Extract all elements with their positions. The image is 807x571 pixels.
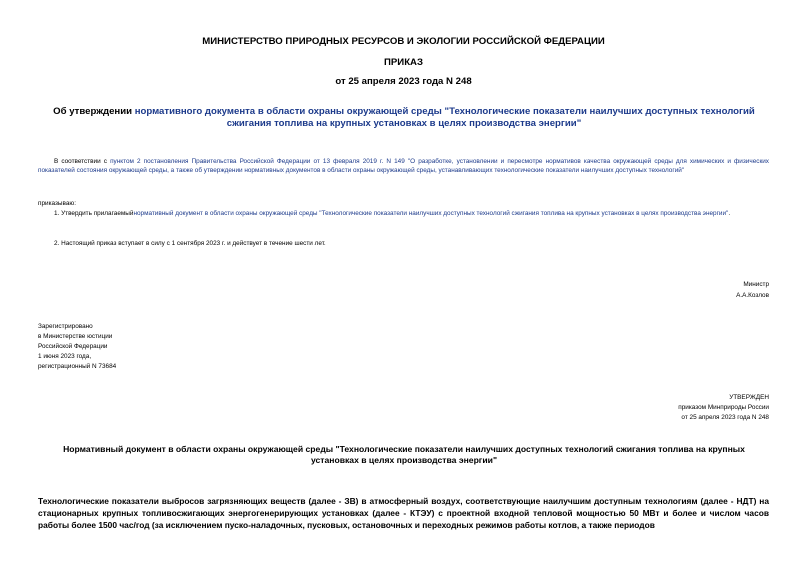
doc-type-heading: ПРИКАЗ	[384, 57, 423, 68]
registration-line-4: 1 июня 2023 года,	[38, 353, 92, 360]
order-title-prefix: Об утверждении	[53, 106, 135, 117]
signature-name: А.А.Козлов	[736, 292, 769, 299]
item-1-suffix: .	[728, 210, 731, 217]
item-2-paragraph: 2. Настоящий приказ вступает в силу с 1 сентября 2023 г. и действует в течение шести лет.	[54, 240, 326, 247]
registration-line-5: регистрационный N 73684	[38, 363, 117, 370]
preamble-prefix: В соответствии с	[54, 158, 111, 165]
order-title-link[interactable]: нормативного документа в области охраны окружающей среды "Технологические показатели наилучших доступных технологий сжигания топлива на крупных установках в целях производства энергии"	[134, 106, 755, 129]
registration-block	[38, 322, 288, 372]
preamble-link[interactable]: пунктом 2 постановления Правительства Российской Федерации от 13 февраля 2019 г. N 149 "О разработке, установлении и пересмотре нормативов качества окружающей среды для химических и физических показателей состояния окружающей среды, а также об утверждении нормативных документов в области охраны окружающей среды, устанавливающих технологические показатели наилучших доступных технологий"	[38, 158, 770, 174]
normative-doc-title: Нормативный документ в области охраны окружающей среды "Технологические показатели наилучших доступных технологий сжигания топлива на крупных установках в целях производства энергии"	[63, 444, 745, 465]
approval-line-2: приказом Минприроды России	[678, 404, 769, 411]
preamble-paragraph	[38, 157, 769, 175]
ministry-heading: МИНИСТЕРСТВО ПРИРОДНЫХ РЕСУРСОВ И ЭКОЛОГИИ РОССИЙСКОЙ ФЕДЕРАЦИИ	[202, 36, 605, 47]
approval-line-3: от 25 апреля 2023 года N 248	[681, 414, 769, 421]
registration-line-2: в Министерстве юстиции	[38, 333, 113, 340]
approval-block	[519, 393, 769, 423]
item-1-prefix: 1. Утвердить прилагаемый	[54, 210, 134, 217]
order-title	[46, 106, 762, 130]
approval-line-1: УТВЕРЖДЕН	[729, 394, 769, 401]
body-paragraph: Технологические показатели выбросов загрязняющих веществ (далее - ЗВ) в атмосферный воздух, соответствующие наилучшим доступным технологиям (далее - НДТ) на стационарных крупных топливосжигающих энергогенерирующих установках (далее - КТЭУ) с проектной входной тепловой мощностью 50 МВт и более и числом часов работы более 1500 час/год (за исключением пуско-наладочных, пусковых, остановочных и переходных режимов работы котлов, а также периодов	[38, 496, 769, 530]
registration-line-3: Российской Федерации	[38, 343, 108, 350]
registration-line-1: Зарегистрировано	[38, 323, 93, 330]
date-number-heading: от 25 апреля 2023 года N 248	[335, 76, 472, 87]
order-word: приказываю:	[38, 200, 76, 207]
item-1-paragraph	[38, 209, 769, 218]
signature-position: Министр	[743, 281, 769, 288]
item-1-link[interactable]: нормативный документ в области охраны окружающей среды "Технологические показатели наилучших доступных технологий сжигания топлива на крупных установках в целях производства энергии"	[133, 210, 729, 217]
